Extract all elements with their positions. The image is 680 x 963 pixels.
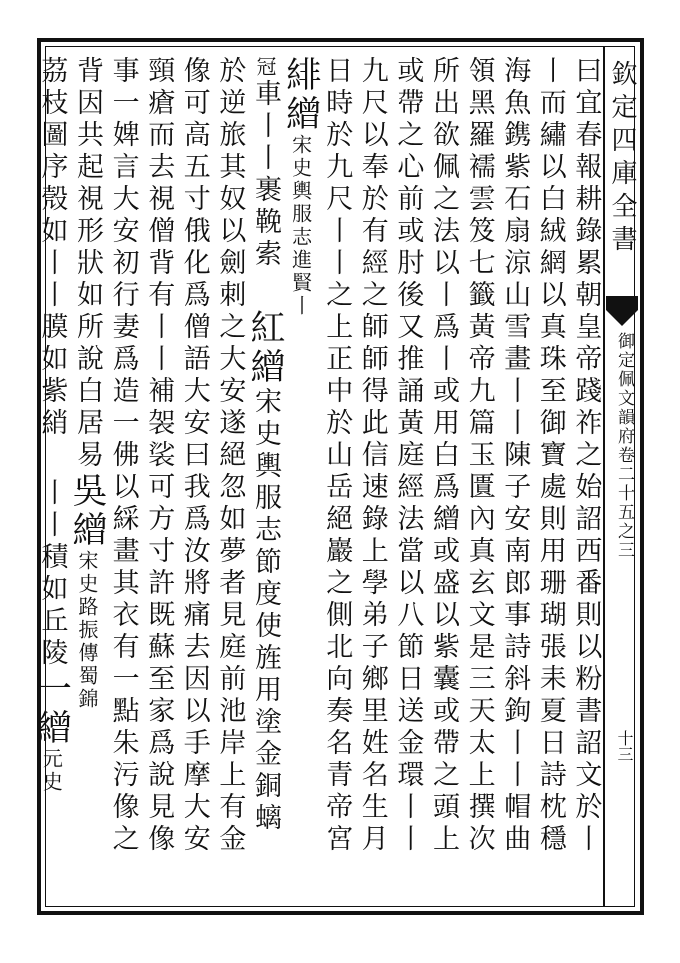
text-column (531, 56, 569, 856)
body-text: 頸瘡而去視僧背有丨丨補袈裟可方寸許既蘇至家爲說見像 (143, 56, 175, 856)
body-text: 茘枝圖序殼如丨丨膜如紫綃 (36, 56, 68, 440)
text-column (460, 56, 498, 856)
body-text: 所出欲佩之法以丨爲丨或用白爲繒或盛以紫囊或帶之頭上 (428, 56, 459, 856)
page-number: 十三 (615, 730, 634, 762)
text-column (139, 56, 177, 856)
body-text: 曰宜春報耕錄累朝皇帝踐祚之始詔西番則以粉書詔文於丨 (570, 56, 602, 856)
text-column (68, 56, 106, 711)
body-text: 丨而繡以白絨網以真珠至御寶處則用珊瑚張耒夏日詩枕穩 (534, 56, 566, 856)
body-text: 丨丨積如丘陵 (36, 478, 68, 670)
annotation-text: 宋史路振傳蜀錦 (75, 550, 99, 711)
text-column (210, 56, 248, 856)
body-text: 領黑羅襦雲笈七籤黃帝九篇玉匱內真玄文是三天太上撰次 (463, 56, 495, 856)
body-text: 像可高五寸俄化爲僧語大安曰我爲汝將痛去因以手摩大安 (178, 56, 210, 856)
body-text: 背因共起視形狀如所說白居易 (72, 56, 103, 472)
body-text: 事一婢言大安初行妻爲造一佛以綵畫其衣有一點朱污像之 (107, 56, 139, 856)
book-title: 欽定四庫全書 (607, 60, 637, 258)
text-column (282, 56, 320, 318)
annotation-text: 冠 (253, 56, 277, 79)
entry-heading: 紅繒 (245, 309, 285, 387)
annotation-text: 宋史輿服志進賢 (288, 134, 313, 295)
text-column (353, 56, 391, 856)
entry-heading: 一繒 (31, 670, 72, 748)
text-column (104, 56, 142, 856)
body-text: 宋史輿服志節度使旌用塗金銅螭 (250, 387, 281, 835)
text-column (388, 56, 426, 856)
text-column (424, 56, 462, 856)
text-column (495, 56, 533, 856)
body-text: 車丨丨裹鞔索 (250, 79, 281, 271)
body-text: 日時於九尺丨丨之上正中於山岳絕巖之側北向奏名青帝宮 (321, 56, 353, 856)
entry-heading: 緋繒 (280, 56, 321, 134)
annotation-text: 丨 (288, 295, 313, 318)
text-column (317, 56, 355, 856)
text-column (246, 56, 284, 835)
annotation-text: 元史 (39, 748, 64, 794)
entry-heading: 吳繒 (67, 472, 107, 550)
body-text: 海魚鎸紫石扇涼山雪畫丨丨陳子安南郎事詩斜鉤丨丨帽曲 (499, 56, 531, 856)
text-column (175, 56, 213, 856)
fishtail-mark (606, 296, 638, 328)
body-text: 九尺以奉於有經之師師得此信速錄上學弟子鄉里姓名生月 (356, 56, 388, 856)
text-column (566, 56, 604, 856)
body-text: 於逆旅其奴以劍刺之大安遂絕忽如夢者見庭前池岸上有金 (214, 56, 246, 856)
section-title: 御定佩文韻府卷二十五之三 (614, 332, 634, 560)
text-column (32, 56, 70, 794)
body-text: 或帶之心前或肘後又推誦黃庭經法當以八節日送金環丨丨 (392, 56, 424, 856)
